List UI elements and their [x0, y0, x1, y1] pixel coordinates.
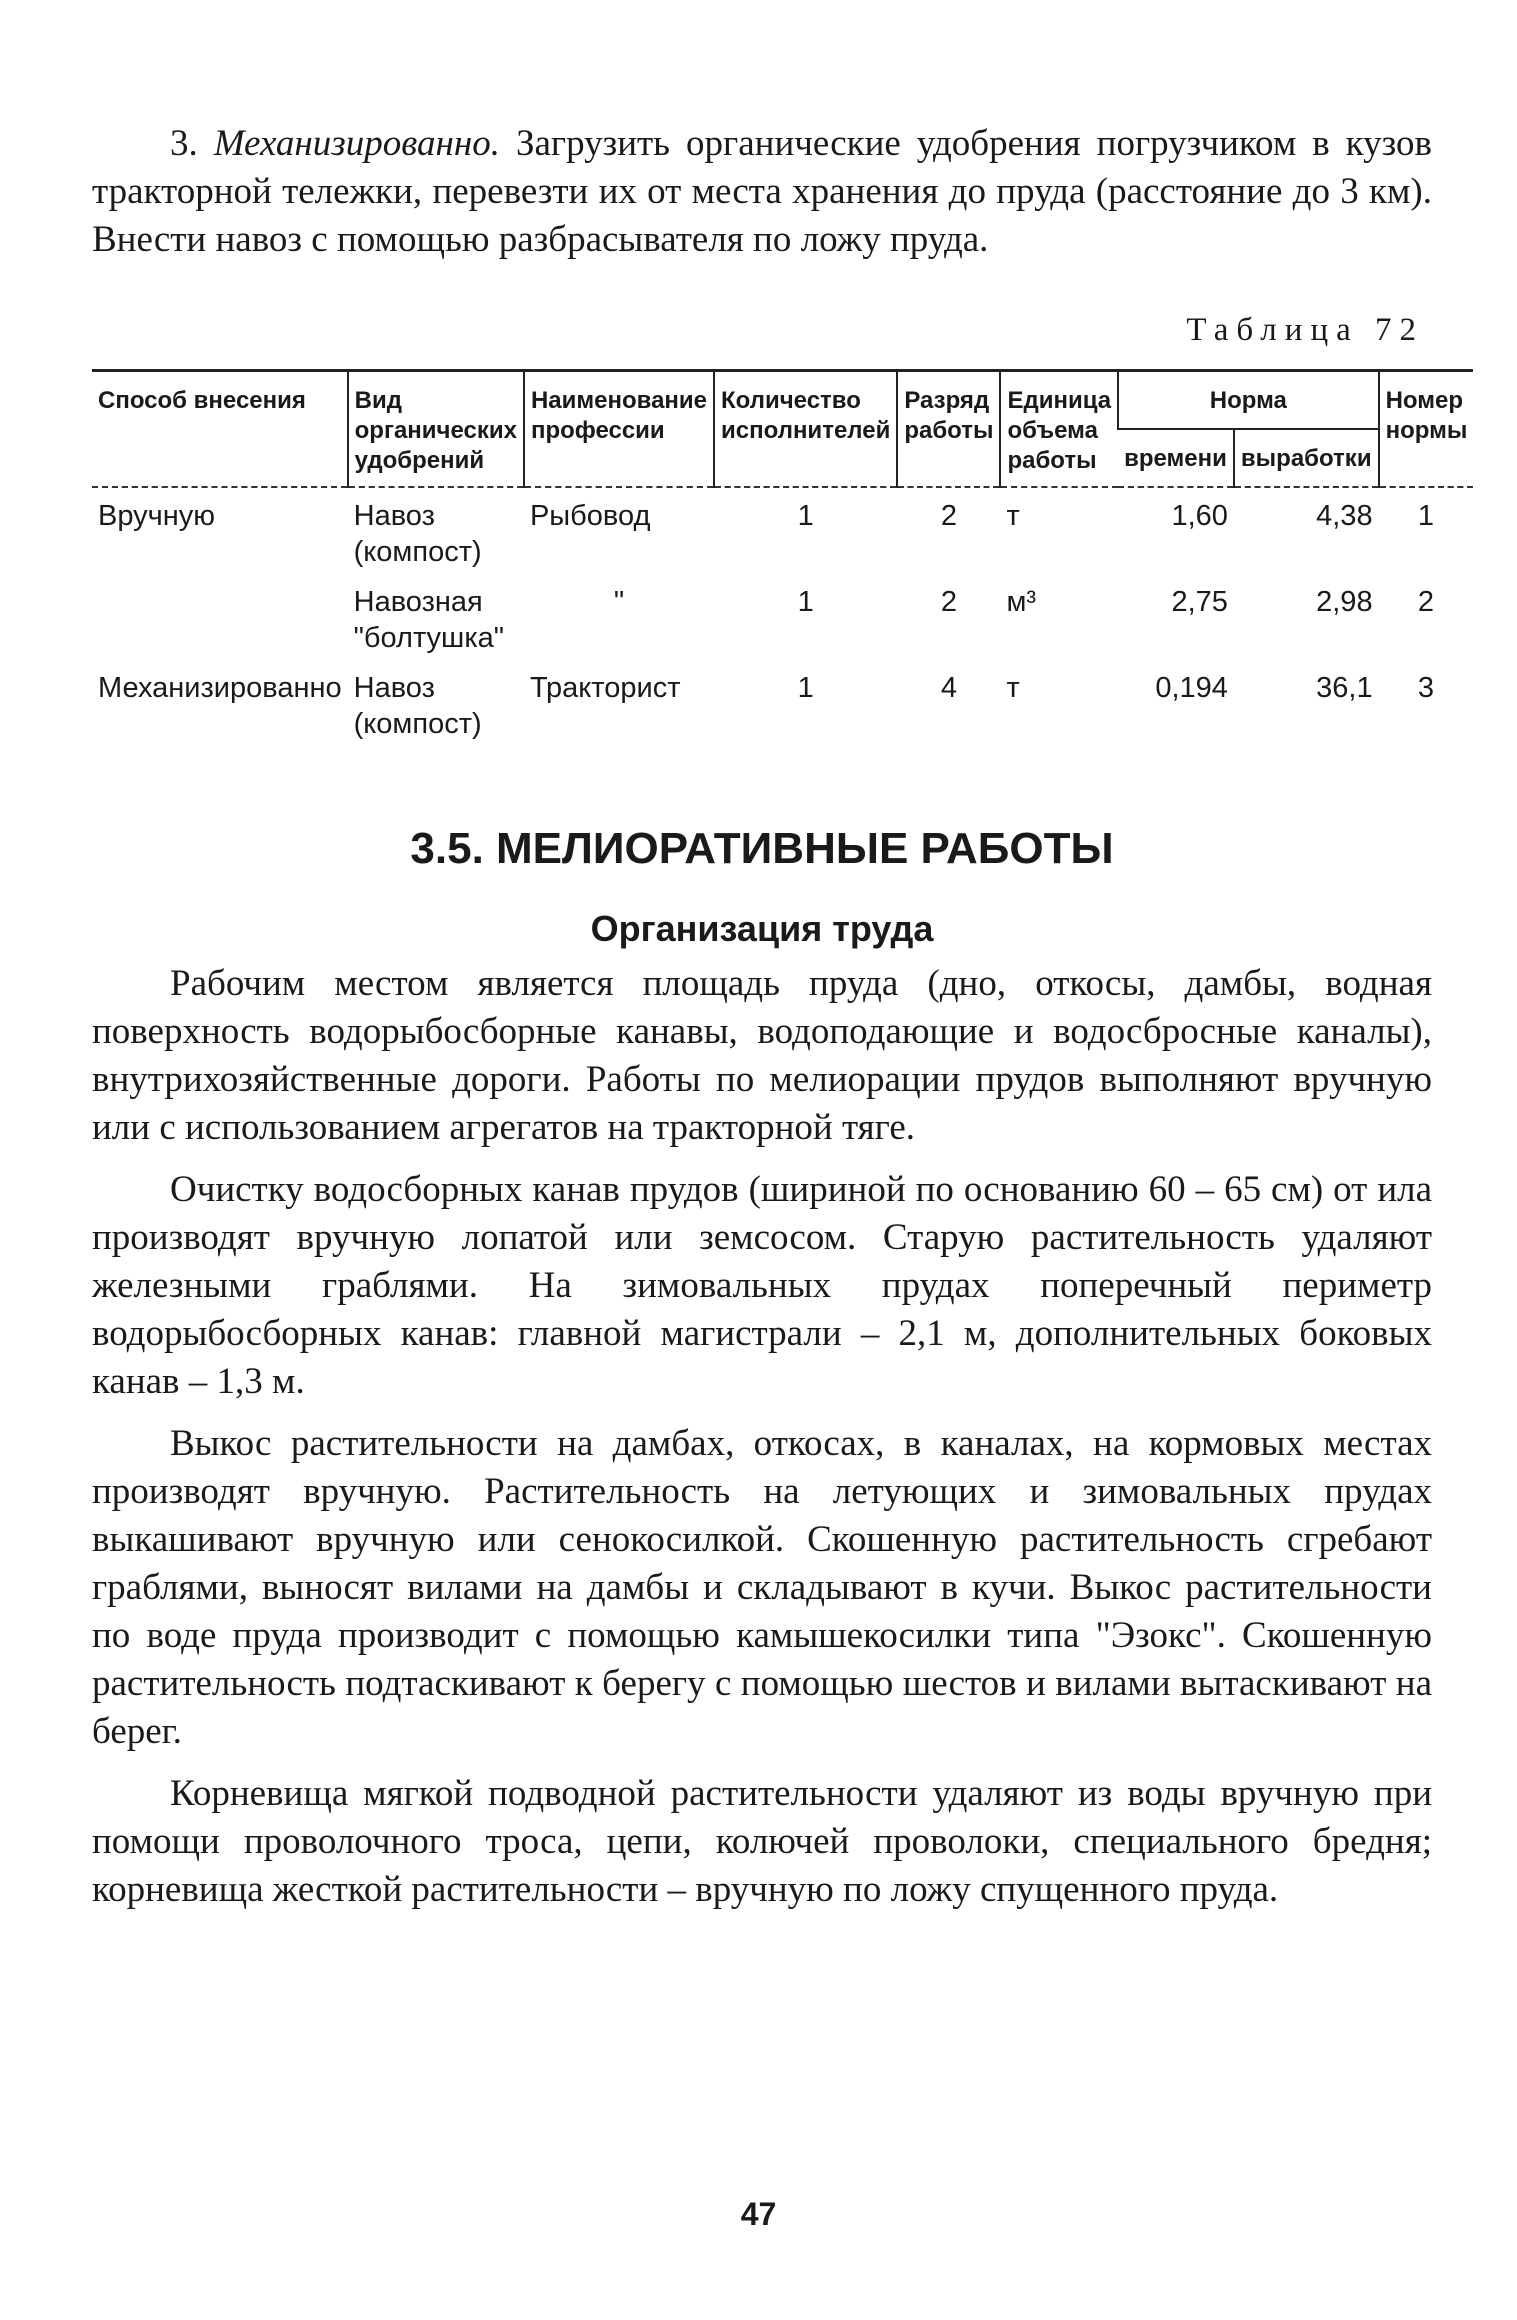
cell-grade: 2 [940, 586, 957, 618]
cell-fertilizer: Навоз (компост) [353, 500, 482, 568]
header-time: времени [1118, 429, 1234, 487]
cell-grade: 2 [940, 500, 957, 532]
section-title: 3.5. МЕЛИОРАТИВНЫЕ РАБОТЫ [410, 824, 1114, 873]
cell-workers: 1 [797, 672, 814, 704]
cell-method: Вручную [98, 500, 216, 532]
cell-method: Механизированно [98, 672, 342, 704]
cell-unit: м³ [1006, 586, 1037, 618]
cell-number: 2 [1417, 586, 1435, 618]
intro-paragraph [92, 120, 1432, 264]
header-norm-group: Норма [1118, 371, 1378, 430]
norms-table [92, 369, 1473, 746]
header-output: выработки [1234, 429, 1379, 487]
cell-output: 2,98 [1316, 586, 1373, 618]
section-subtitle: Организация труда [590, 908, 934, 949]
intro-text: Загрузить органические удобрения погрузчиком в кузов тракторной тележки, перевезти их от места хранения до пруда (расстояние до 3 км). Внести навоз с помощью разбрасывателя по ложу пруда. [92, 123, 1432, 260]
cell-number: 1 [1417, 500, 1435, 532]
table-row [92, 660, 1473, 746]
cell-time: 2,75 [1171, 586, 1228, 618]
cell-grade: 4 [940, 672, 957, 704]
cell-unit: т [1006, 500, 1020, 532]
header-grade: Разряд работы [897, 371, 1000, 488]
body-paragraph-4: Корневища мягкой подводной растительности удаляют из воды вручную при помощи проволочного троса, цепи, колючей проволоки, специального бредня; корневища жесткой растительности – вручную по ложу спущенного пруда. [92, 1773, 1432, 1910]
table-row [92, 487, 1473, 574]
body-paragraph-3: Выкос растительности на дамбах, откосах, в каналах, на кормовых местах производят вручную. Растительность на летующих и зимовальных прудах выкашивают вручную или сенокосилкой. Скошенную растительность сгребают граблями, выносят вилами на дамбы и складывают в кучи. Выкос растительности по воде пруда производит с помощью камышекосилки типа "Эзокс". Скошенную растительность подтаскивают к берегу с помощью шестов и вилами вытаскивают на берег. [92, 1423, 1432, 1752]
header-fertilizer: Вид органических удобрений [348, 371, 524, 488]
cell-method [92, 574, 348, 660]
table-row [92, 574, 1473, 660]
header-method: Способ внесения [92, 371, 348, 488]
cell-output: 4,38 [1316, 500, 1373, 532]
intro-method: Механизированно. [213, 123, 500, 164]
cell-time: 1,60 [1171, 500, 1228, 532]
cell-profession: " [613, 586, 625, 618]
cell-time: 0,194 [1155, 672, 1228, 704]
body-paragraph-2: Очистку водосборных канав прудов (шириной по основанию 60 – 65 см) от ила производят вручную лопатой или земсосом. Старую растительность удаляют железными граблями. На зимовальных прудах поперечный периметр водорыбосборных канав: главной магистрали – 2,1 м, дополнительных боковых канав – 1,3 м. [92, 1169, 1432, 1402]
page-number: 47 [740, 2196, 777, 2232]
cell-unit: т [1006, 672, 1020, 704]
cell-profession: Рыбовод [529, 500, 651, 532]
header-profession: Наименование профессии [524, 371, 714, 488]
header-unit: Единица объема работы [1000, 371, 1118, 488]
header-norm-number: Номер нормы [1379, 371, 1474, 488]
cell-fertilizer: Навоз (компост) [353, 672, 482, 740]
cell-profession: Тракторист [529, 672, 681, 704]
table-caption: Таблица 72 [1186, 312, 1424, 348]
page-content [92, 120, 1468, 1928]
cell-output: 36,1 [1316, 672, 1373, 704]
cell-workers: 1 [797, 586, 814, 618]
intro-label: 3. [170, 123, 198, 164]
cell-fertilizer: Навозная "болтушка" [353, 586, 505, 654]
body-paragraph-1: Рабочим местом является площадь пруда (дно, откосы, дамбы, водная поверхность водорыбосборные канавы, водоподающие и водосбросные каналы), внутрихозяйственные дороги. Работы по мелиорации прудов выполняют вручную или с использованием агрегатов на тракторной тяге. [92, 963, 1432, 1148]
cell-workers: 1 [797, 500, 814, 532]
header-workers: Количество исполнителей [714, 371, 897, 488]
cell-number: 3 [1417, 672, 1435, 704]
